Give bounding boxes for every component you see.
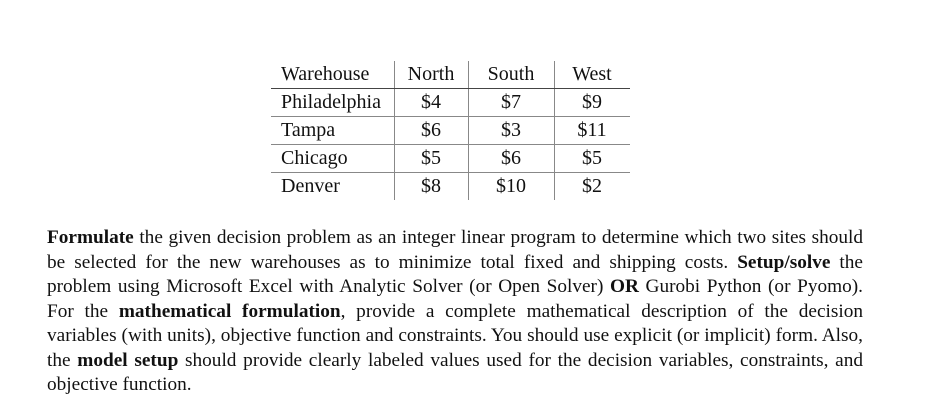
header-north: North [394,61,468,89]
cell-north-cost: $8 [394,173,468,201]
text-segment: , provide a complete mathematical description of the decision variables (with units), objective function and constraints. You should use explicit (or implicit) form. Also, the [47,300,864,371]
cell-west-cost: $11 [554,117,630,145]
cell-north-cost: $5 [394,145,468,173]
cell-south-cost: $3 [468,117,554,145]
cell-south-cost: $7 [468,89,554,117]
emphasis-model-setup: model setup [77,349,179,371]
emphasis-or: OR [610,276,639,297]
text-segment: the problem using Microsoft Excel with Analytic Solver (or Open Solver) [47,251,863,297]
cell-north-cost: $6 [394,117,468,145]
cell-south-cost: $10 [468,173,554,201]
cell-west-cost: $9 [554,89,630,117]
table-row [271,173,630,201]
cell-west-cost: $5 [554,145,630,173]
shipping-cost-table [271,61,630,200]
emphasis-mathematical-formulation: mathematical formulation [118,300,341,322]
row-warehouse-name: Tampa [271,117,394,145]
table-row [271,145,630,173]
header-south: South [468,61,554,89]
header-west: West [554,61,630,89]
cell-west-cost: $2 [582,175,602,197]
table-header-row [271,61,630,89]
text-segment: Gurobi Python (or Pyomo). For the [47,276,863,322]
text-segment: the given decision problem as an integer linear program to determine which two sites should be selected for the new warehouses as to minimize total fixed and shipping costs. [47,227,863,273]
problem-statement [47,226,863,398]
cell-north-cost: $4 [394,89,468,117]
table-row [271,89,630,117]
row-warehouse-name: Denver [271,173,394,201]
text-segment: should provide clearly labeled values used for the decision variables, constraints, and objective function. [47,349,863,395]
table-row [271,117,630,145]
header-warehouse: Warehouse [271,61,394,89]
cell-south-cost: $6 [468,145,554,173]
emphasis-formulate: Formulate [47,227,134,248]
row-warehouse-name: Chicago [271,145,394,173]
row-warehouse-name: Philadelphia [271,89,394,117]
emphasis-setup-solve: Setup/solve [737,251,831,273]
